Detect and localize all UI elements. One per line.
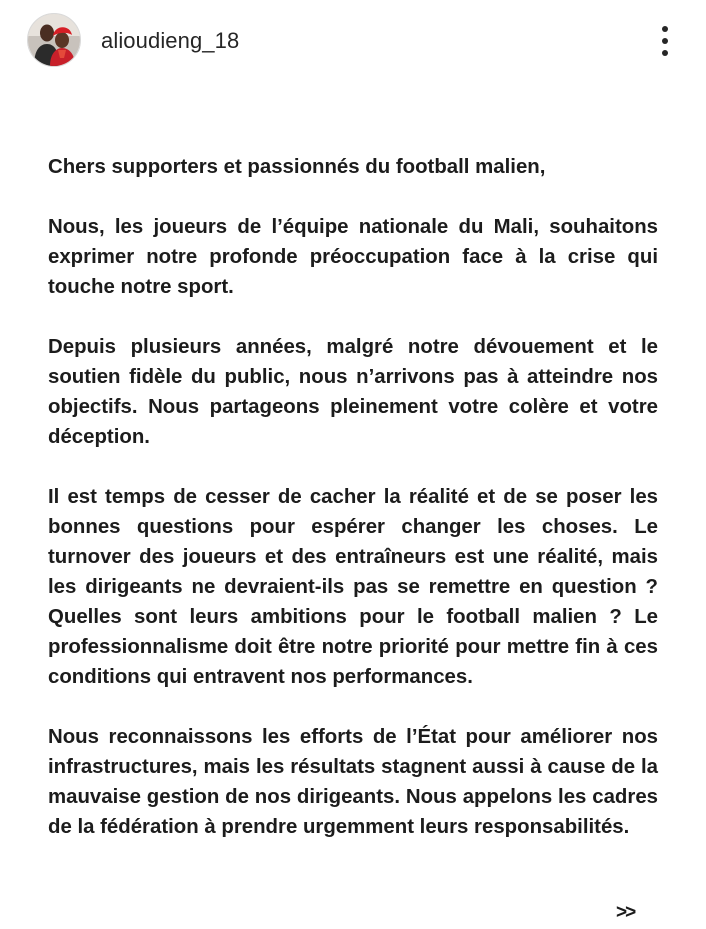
letter-body xyxy=(48,152,658,872)
username[interactable]: alioudieng_18 xyxy=(101,28,240,53)
letter-paragraph: Nous reconnaissons les efforts de l’État pour améliorer nos infrastructures, mais les résultats stagnent aussi à cause de la mauvaise gestion de nos dirigeants. Nous appelons les cadres de la fédération à prendre urgemment leurs responsabilités. xyxy=(48,726,658,838)
post-header xyxy=(0,0,706,80)
letter-paragraph: Il est temps de cesser de cacher la réalité et de se poser les bonnes questions pour espérer changer les choses. Le turnover des joueurs et des entraîneurs est une réalité, mais les dirigeants ne devraient-ils pas se remettre en question ? Quelles sont leurs ambitions pour le football malien ? Le professionnalisme doit être notre priorité pour mettre fin à ces conditions qui entravent nos performances. xyxy=(48,486,658,688)
avatar[interactable] xyxy=(27,13,81,67)
more-options-button[interactable] xyxy=(652,22,678,60)
more-vertical-icon-dot xyxy=(662,26,668,32)
more-vertical-icon-dot xyxy=(662,38,668,44)
profile-photo-icon xyxy=(28,14,80,66)
letter-salutation: Chers supporters et passionnés du football malien, xyxy=(48,156,546,178)
letter-paragraph: Nous, les joueurs de l’équipe nationale du Mali, souhaitons exprimer notre profonde préoccupation face à la crise qui touche notre sport. xyxy=(48,216,658,298)
letter-paragraph: Depuis plusieurs années, malgré notre dévouement et le soutien fidèle du public, nous n’arrivons pas à atteindre nos objectifs. Nous partageons pleinement votre colère et votre déception. xyxy=(48,336,658,448)
continue-marker: >> xyxy=(616,902,635,923)
more-vertical-icon-dot xyxy=(662,50,668,56)
